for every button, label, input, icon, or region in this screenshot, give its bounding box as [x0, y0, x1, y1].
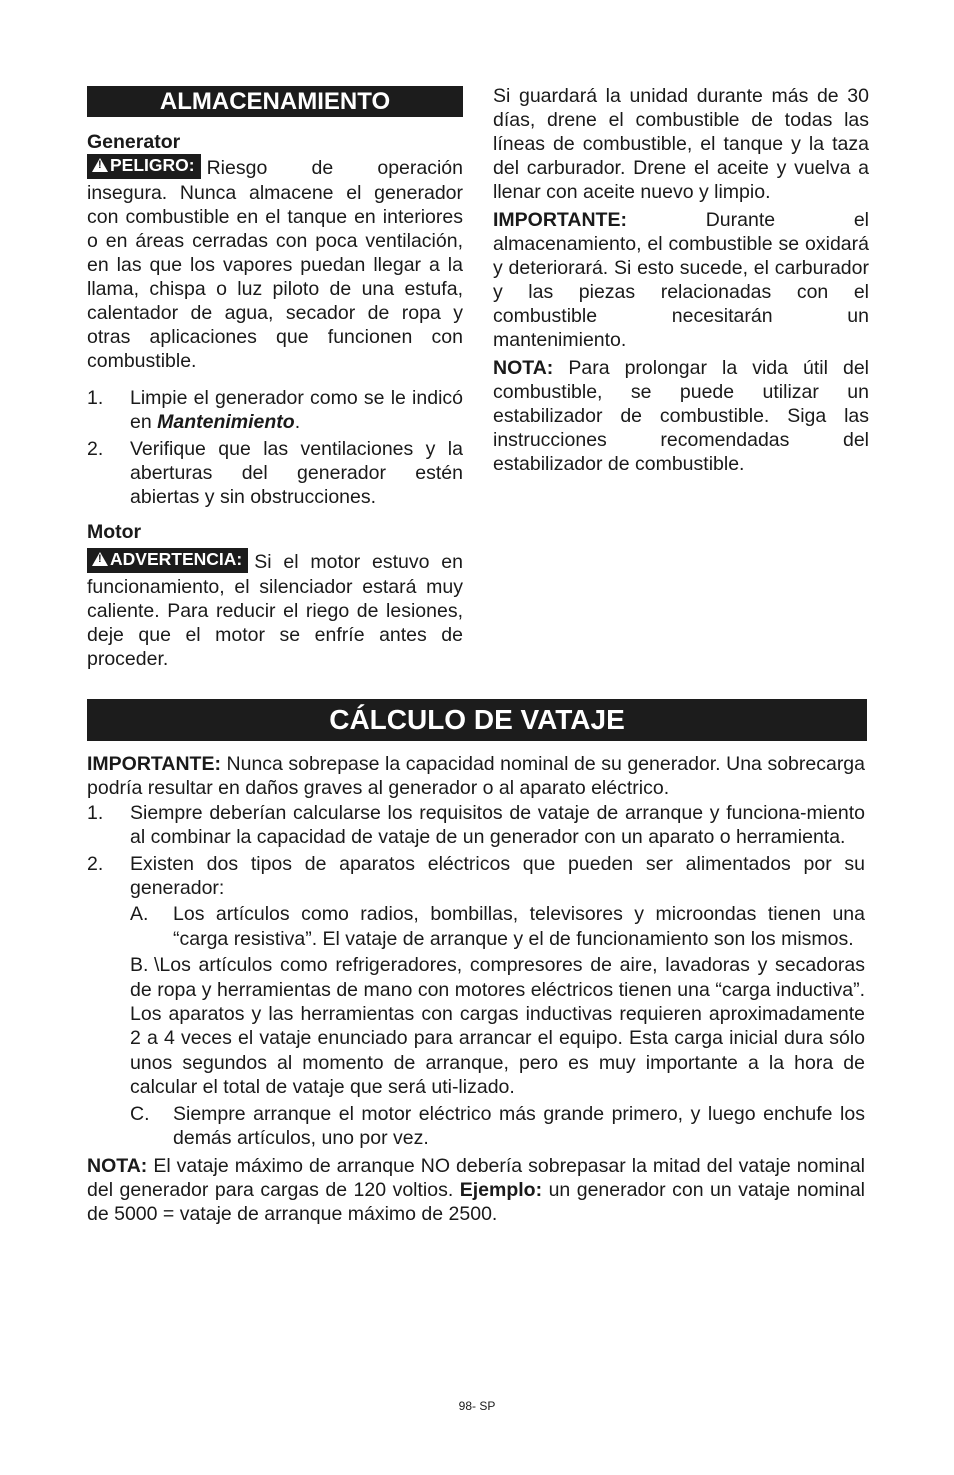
section-title-calculo-de-vataje: CÁLCULO DE VATAJE: [87, 699, 867, 741]
important-label: IMPORTANTE:: [493, 209, 627, 231]
warning-triangle-icon: [92, 158, 108, 172]
wattage-important-label: IMPORTANTE:: [87, 753, 221, 775]
list-item: [87, 801, 865, 850]
wattage-note-text: El vataje máximo de arranque NO debería sobrepasar la mitad del vataje nominal del generador para cargas de 120 voltios.: [87, 1154, 865, 1201]
list-item: [87, 386, 463, 434]
sub-list-item: [130, 902, 865, 951]
list-item-number: 1.: [87, 801, 104, 824]
sub-list-text: Los artículos como radios, bombillas, televisores y microondas tienen una “carga resistiva”. El vataje de arranque y el de funcionamiento son los mismos.: [173, 903, 865, 950]
danger-badge: [87, 154, 201, 179]
danger-badge-label: PELIGRO:: [110, 155, 195, 175]
list-item-text: Siempre deberían calcularse los requisitos de vataje de arranque y funciona-miento al combinar la capacidad de vataje de un generador con un aparato o herramienta.: [130, 801, 865, 849]
sub-list-item: [130, 1102, 865, 1151]
page-number: 98- SP: [458, 1399, 496, 1413]
note-text: Para prolongar la vida útil del combustible, se puede utilizar un estabilizador de combustible. Siga las instrucciones recomendadas del estabilizador de combustible.: [493, 357, 869, 475]
list-item-number: 1.: [87, 387, 104, 409]
wattage-note-paragraph: [87, 1154, 865, 1227]
danger-paragraph: [87, 156, 463, 373]
list-item: [87, 852, 871, 1151]
warning-paragraph: [87, 550, 463, 671]
wattage-important-text: Nunca sobrepase la capacidad nominal de su generador. Una sobrecarga podría resultar en daños graves al generador o al aparato eléctrico.: [87, 753, 866, 800]
wattage-content: [87, 752, 871, 1227]
appliance-types-c: [130, 1102, 865, 1151]
left-column: [87, 86, 463, 671]
warning-badge-label: ADVERTENCIA:: [110, 549, 243, 569]
step-text: Verifique que las ventilaciones y la aberturas del generador estén abiertas y sin obstrucciones.: [130, 438, 463, 508]
list-item: [87, 437, 463, 509]
example-label: Ejemplo:: [459, 1178, 543, 1201]
step-text-end: .: [294, 411, 301, 433]
danger-text: Riesgo de operación insegura. Nunca almacene el generador con combustible en el tanque en interiores o en áreas cerradas con poca ventilación, en las que los vapores puedan llegar a la llama, chispa o luz piloto de una estufa, calentador de agua, secador de ropa y otras aplicaciones que funcionen con combustible.: [87, 157, 463, 372]
sub-list-text: Siempre arranque el motor eléctrico más grande primero, y luego enchufe los demás artículos, uno por vez.: [173, 1102, 865, 1150]
important-paragraph: [493, 208, 869, 352]
list-item-text: Existen dos tipos de aparatos eléctricos que pueden ser alimentados por su generador:: [130, 852, 865, 900]
sub-list-label: C.: [130, 1102, 150, 1125]
wattage-note-label: NOTA:: [87, 1154, 148, 1177]
sub-list-label: A.: [130, 903, 149, 926]
generator-steps: [87, 386, 463, 509]
right-column: [493, 84, 869, 476]
storage-paragraph: Si guardará la unidad durante más de 30 días, drene el combustible de todas las líneas de combustible, el tanque y la taza del carburador. Drene el aceite y vuelva a llenar con aceite nuevo y limpio.: [493, 85, 869, 203]
important-text: Durante el almacenamiento, el combustible se oxidará y deteriorará. Si esto sucede, el carburador y las piezas relacionadas con el combustible necesitarán un mantenimiento.: [493, 209, 870, 351]
appliance-types: [130, 902, 865, 951]
warning-badge: [87, 548, 248, 573]
warning-text: Si el motor estuvo en funcionamiento, el silenciador estará muy caliente. Para reducir el riego de lesiones, deje que el motor se enfríe antes de proceder.: [87, 551, 463, 670]
sub-list-b-text: B. \Los artículos como refrigeradores, compresores de aire, lavadoras y secadoras de ropa y herramientas de mano con motores eléctricos tienen una “carga inductiva”. Los aparatos y las herramientas con cargas inductivas requieren aproximadamente 2 a 4 veces el vataje enunciado para arrancar el equipo. Esta carga inicial dura sólo unos segundos al momento de arranque, pero es muy importante a la hora de calcular el total de vataje que será uti-lizado.: [130, 954, 871, 1099]
wattage-list: [87, 801, 871, 1151]
example-text: un generador con un vataje nominal de 5000 = vataje de arranque máximo de 2500.: [87, 1178, 866, 1226]
warning-triangle-icon: [92, 552, 108, 566]
section-title-almacenamiento: ALMACENAMIENTO: [87, 86, 463, 117]
list-item-number: 2.: [87, 438, 104, 460]
step-emphasis: Mantenimiento: [157, 411, 295, 433]
wattage-important-paragraph: [87, 752, 865, 801]
step-text: Limpie el generador como se le indicó en: [130, 387, 463, 433]
generator-heading: Generator: [87, 131, 181, 153]
motor-heading: Motor: [87, 521, 142, 543]
note-paragraph: [493, 356, 869, 476]
list-item-number: 2.: [87, 852, 104, 875]
note-label: NOTA:: [493, 357, 554, 379]
